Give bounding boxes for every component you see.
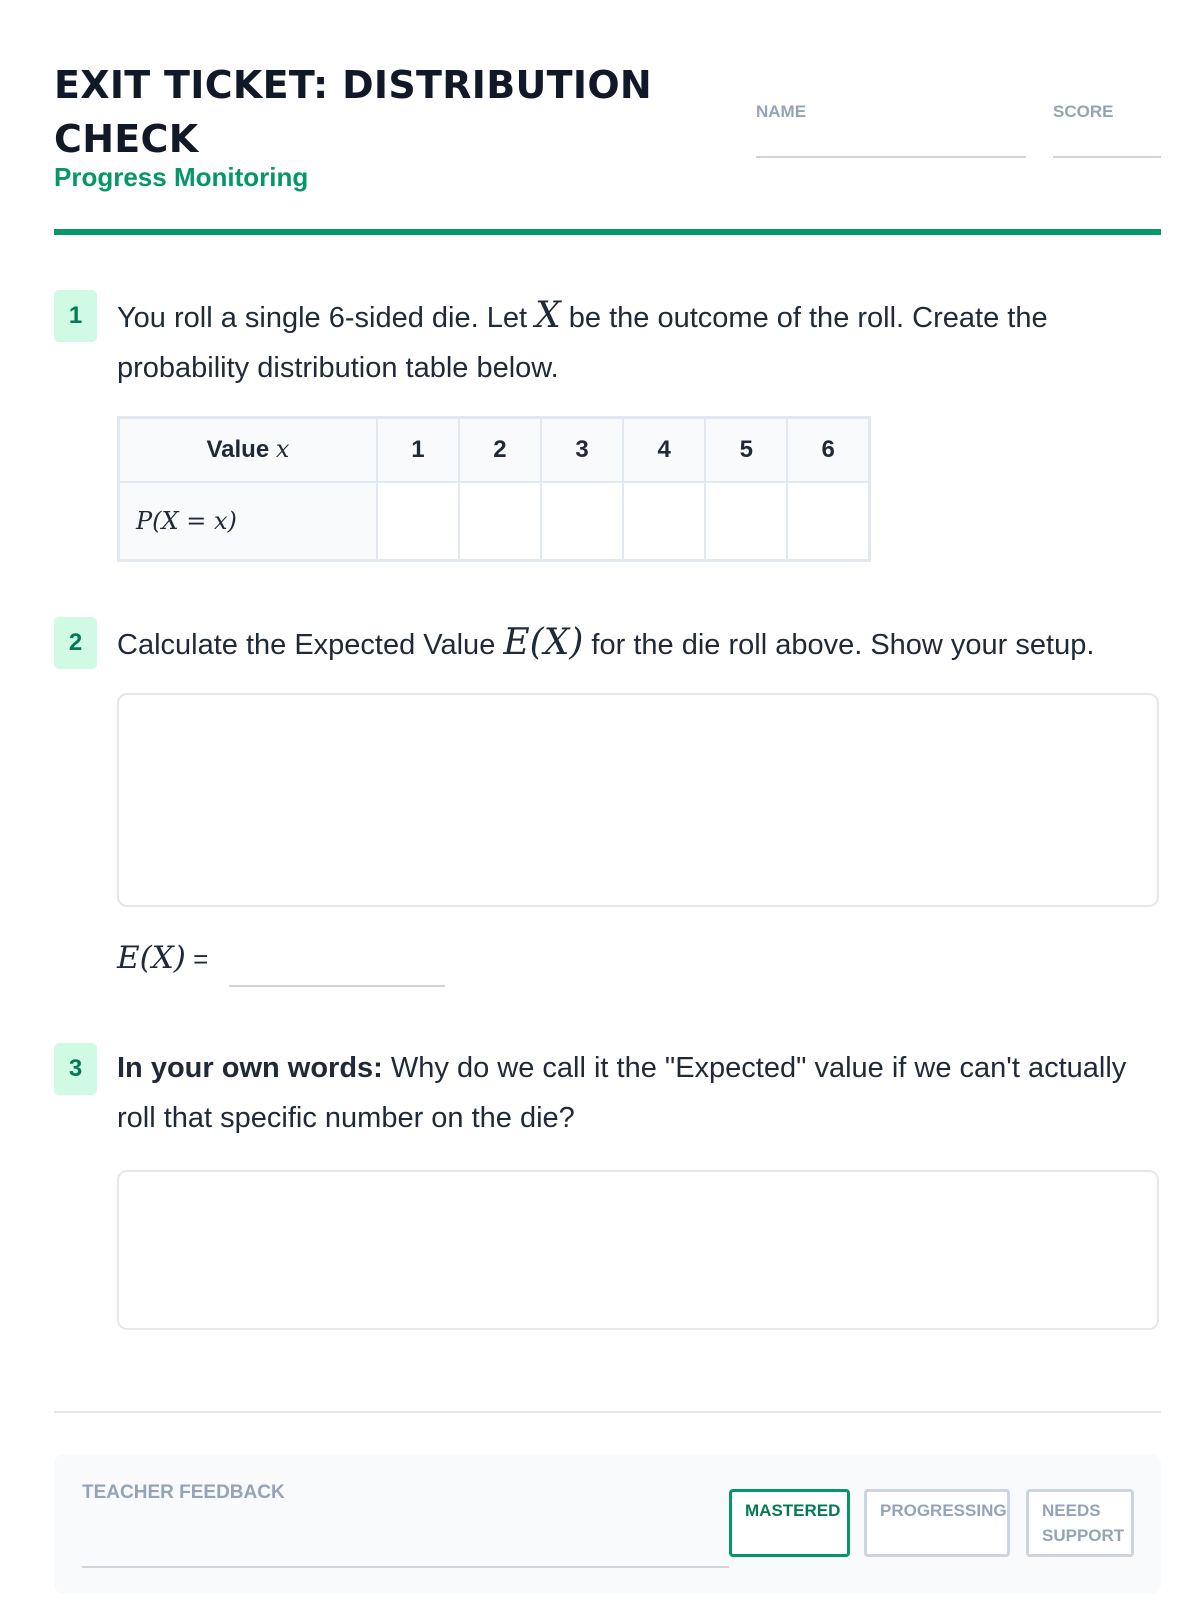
teacher-feedback-line[interactable] bbox=[82, 1566, 729, 1568]
probability-input-cell[interactable] bbox=[377, 482, 459, 561]
expected-value-answer-line[interactable] bbox=[229, 985, 445, 987]
table-header-value: Value x bbox=[119, 418, 377, 482]
probability-input-cell[interactable] bbox=[623, 482, 705, 561]
table-value-cell: 6 bbox=[787, 418, 869, 482]
status-progressing-button[interactable]: PROGRESSING bbox=[864, 1489, 1010, 1557]
question-3-text: In your own words: Why do we call it the "Expected" value if we can't actually roll that specific number on the die? bbox=[117, 1052, 1127, 1134]
status-mastered-button[interactable]: MASTERED bbox=[729, 1489, 850, 1557]
table-row bbox=[119, 482, 870, 561]
table-header-probability: P(X = x) bbox=[119, 482, 377, 561]
question-1-text: You roll a single 6-sided die. Let X be the outcome of the roll. Create the probability distribution table below. bbox=[117, 295, 1048, 384]
name-field[interactable] bbox=[756, 156, 1026, 158]
name-label: NAME bbox=[756, 102, 807, 121]
table-value-cell: 1 bbox=[377, 418, 459, 482]
page-title: EXIT TICKET: DISTRIBUTION CHECK bbox=[54, 63, 653, 161]
teacher-feedback-panel bbox=[54, 1454, 1161, 1594]
header-divider bbox=[54, 229, 1161, 235]
teacher-feedback-label: TEACHER FEEDBACK bbox=[82, 1482, 285, 1503]
probability-input-cell[interactable] bbox=[705, 482, 787, 561]
table-row bbox=[119, 418, 870, 482]
probability-input-cell[interactable] bbox=[541, 482, 623, 561]
score-field[interactable] bbox=[1053, 156, 1161, 158]
score-label: SCORE bbox=[1053, 102, 1114, 121]
question-number-badge: 1 bbox=[54, 290, 97, 342]
page-subtitle: Progress Monitoring bbox=[54, 162, 309, 192]
worksheet-header bbox=[54, 52, 1161, 232]
table-value-cell: 4 bbox=[623, 418, 705, 482]
written-response-box[interactable] bbox=[117, 1170, 1159, 1330]
table-value-cell: 5 bbox=[705, 418, 787, 482]
variable-x: X bbox=[535, 295, 561, 336]
probability-input-cell[interactable] bbox=[459, 482, 541, 561]
footer-divider bbox=[54, 1411, 1161, 1413]
expected-value-expr: E(X) bbox=[503, 622, 584, 663]
probability-input-cell[interactable] bbox=[787, 482, 869, 561]
table-value-cell: 3 bbox=[541, 418, 623, 482]
question-2-text: Calculate the Expected Value E(X) for the die roll above. Show your setup. bbox=[117, 622, 1095, 663]
distribution-table bbox=[117, 416, 871, 562]
expected-value-answer-label: E(X) = bbox=[117, 940, 209, 976]
work-area-box[interactable] bbox=[117, 693, 1159, 907]
table-value-cell: 2 bbox=[459, 418, 541, 482]
question-number-badge: 2 bbox=[54, 617, 97, 669]
question-number-badge: 3 bbox=[54, 1043, 97, 1095]
status-needs-support-button[interactable]: NEEDS SUPPORT bbox=[1026, 1489, 1134, 1557]
